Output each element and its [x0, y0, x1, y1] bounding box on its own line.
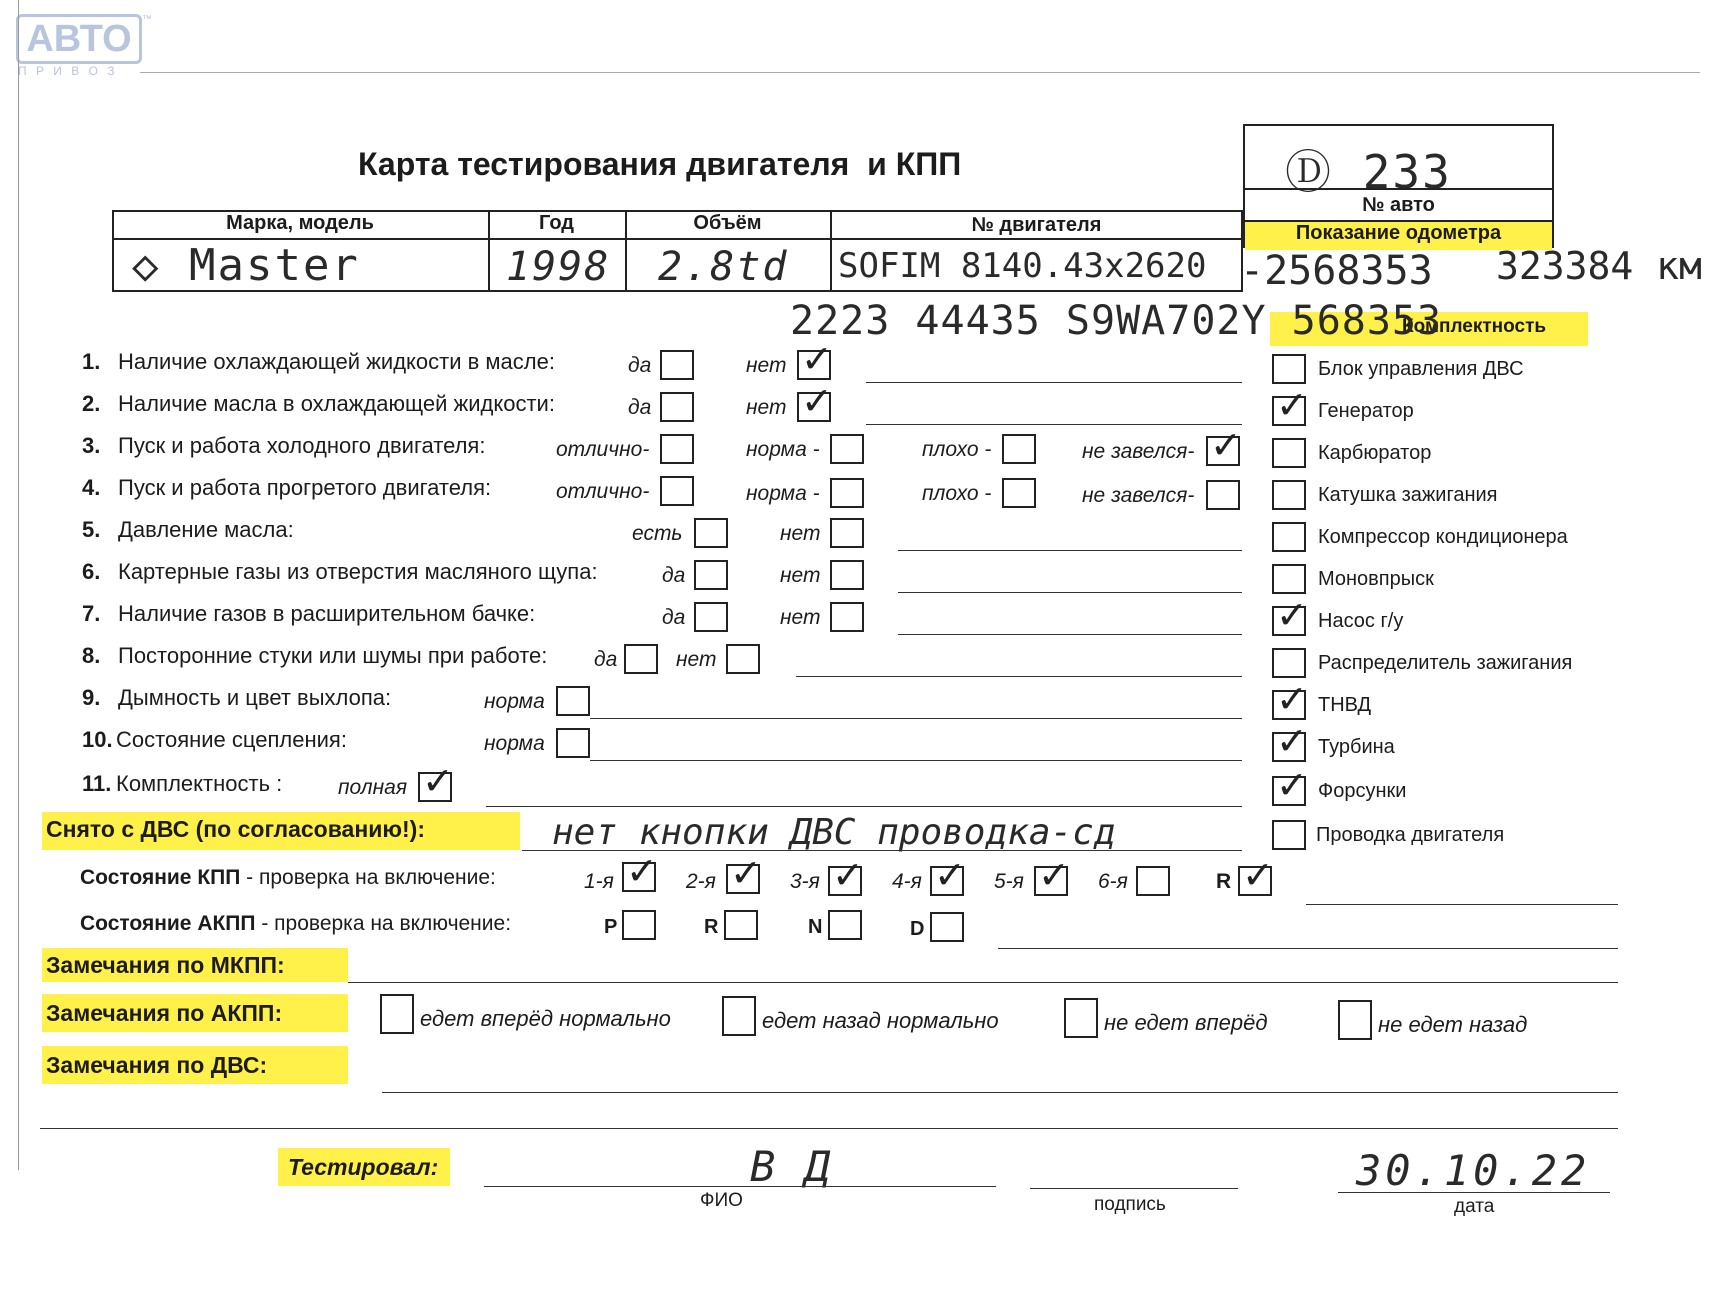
option-label: норма	[484, 732, 545, 755]
akpp-label-rest: - проверка на включение:	[255, 912, 512, 935]
question-number: 8.	[82, 643, 101, 668]
option-label: плохо -	[922, 438, 992, 461]
akpp-checkbox-r[interactable]	[724, 910, 758, 940]
akpp-checkbox-d[interactable]	[930, 912, 964, 942]
logo-tm: ™	[142, 14, 152, 25]
gear-checkbox-r[interactable]	[1238, 866, 1272, 896]
gear-label: R	[1216, 870, 1232, 893]
gear-checkbox-4[interactable]	[930, 866, 964, 896]
akpp-gear-label: P	[604, 916, 618, 938]
completeness-checkbox[interactable]	[1272, 480, 1306, 510]
completeness-checkbox[interactable]	[1272, 354, 1306, 384]
tested-label: Тестировал:	[288, 1154, 439, 1180]
completeness-label: Катушка зажигания	[1318, 484, 1498, 506]
completeness-checkbox[interactable]	[1272, 564, 1306, 594]
logo-sub: П Р И В О З	[18, 64, 118, 78]
gear-label: 4-я	[892, 870, 922, 893]
akpp-remark-label: едет вперёд нормально	[420, 1006, 671, 1031]
gear-label: 1-я	[584, 870, 614, 893]
question-number: 1.	[82, 349, 101, 374]
completeness-label: Турбина	[1318, 736, 1395, 758]
option-checkbox-no[interactable]	[797, 350, 831, 380]
question-number: 5.	[82, 517, 101, 542]
gear-checkbox-2[interactable]	[726, 864, 760, 894]
answer-line	[898, 634, 1242, 635]
tested-name: В Д	[750, 1142, 832, 1191]
option-label: нет	[780, 522, 821, 545]
option-checkbox-yes[interactable]	[660, 392, 694, 422]
akpp-remark-label: едет назад нормально	[762, 1008, 999, 1033]
car-number-box	[1243, 124, 1554, 248]
question-label: Пуск и работа прогретого двигателя:	[118, 475, 492, 500]
option-label: норма -	[746, 482, 820, 505]
completeness-checkbox[interactable]	[1272, 690, 1306, 720]
option-checkbox-yes[interactable]	[694, 560, 728, 590]
question-label: Дымность и цвет выхлопа:	[118, 685, 392, 710]
option-label: не завелся-	[1082, 440, 1195, 463]
option-label: норма -	[746, 438, 820, 461]
odometer-header: Показание одометра	[1295, 222, 1502, 244]
option-checkbox-yes[interactable]	[660, 350, 694, 380]
option-label: нет	[746, 396, 787, 419]
gear-label: 5-я	[994, 870, 1024, 893]
option-label: нет	[746, 354, 787, 377]
option-checkbox-yes[interactable]	[694, 602, 728, 632]
option-label: нет	[780, 606, 821, 629]
completeness-label: Проводка двигателя	[1316, 824, 1505, 846]
option-checkbox-no[interactable]	[726, 644, 760, 674]
option-checkbox-bad[interactable]	[1002, 478, 1036, 508]
completeness-label: ТНВД	[1318, 694, 1372, 716]
completeness-label: Блок управления ДВС	[1318, 358, 1524, 380]
answer-line	[898, 550, 1242, 551]
completeness-label: Насос г/у	[1318, 610, 1404, 632]
signature-label: подпись	[1094, 1194, 1166, 1215]
completeness-checkbox[interactable]	[1272, 732, 1306, 762]
question-number: 3.	[82, 433, 101, 458]
option-checkbox-no[interactable]	[797, 392, 831, 422]
gear-checkbox-6[interactable]	[1136, 866, 1170, 896]
removed-value: нет кнопки ДВС проводка-сд	[552, 812, 1116, 853]
option-label: да	[628, 354, 652, 377]
option-checkbox-no[interactable]	[830, 560, 864, 590]
akpp-forward-ok-checkbox[interactable]	[380, 994, 414, 1034]
gear-label: 3-я	[790, 870, 820, 893]
completeness-label: Распределитель зажигания	[1318, 652, 1573, 674]
question-label: Картерные газы из отверстия масляного щупа:	[118, 559, 598, 584]
question-label: Пуск и работа холодного двигателя:	[118, 433, 486, 458]
remarks-mkpp-label: Замечания по МКПП:	[46, 952, 285, 978]
question-label: Комплектность :	[116, 771, 283, 796]
akpp-label-row	[80, 912, 511, 936]
header-make: Марка, модель	[226, 212, 374, 234]
value-year: 1998	[506, 244, 611, 290]
header-volume: Объём	[693, 212, 762, 234]
akpp-no-forward-checkbox[interactable]	[1064, 998, 1098, 1038]
gear-label: 6-я	[1098, 870, 1128, 893]
page-left-edge	[18, 0, 19, 1170]
option-label: полная	[338, 776, 408, 799]
question-label: Наличие масла в охлаждающей жидкости:	[118, 391, 555, 416]
question-number: 4.	[82, 475, 101, 500]
option-checkbox-no[interactable]	[830, 518, 864, 548]
akpp-remark-label: не едет назад	[1378, 1012, 1528, 1037]
kpp-line	[1306, 904, 1618, 905]
header-year: Год	[539, 212, 574, 234]
remarks-dvs-label: Замечания по ДВС:	[46, 1052, 268, 1078]
question-label: Посторонние стуки или шумы при работе:	[118, 643, 548, 668]
option-label: есть	[632, 522, 683, 545]
option-checkbox-no[interactable]	[830, 602, 864, 632]
option-checkbox-normal[interactable]	[830, 478, 864, 508]
question-label: Давление масла:	[118, 517, 294, 542]
value-odometer-extra: 323384 км	[1496, 244, 1702, 288]
header-engine-no: № двигателя	[971, 214, 1102, 236]
fio-line	[484, 1186, 996, 1187]
kpp-label-row	[80, 866, 496, 890]
value-make: ◇ Master	[132, 240, 360, 291]
gear-checkbox-5[interactable]	[1034, 866, 1068, 896]
option-label: отлично-	[556, 480, 650, 503]
car-number-value: Ⓓ 233	[1285, 145, 1452, 199]
akpp-line	[998, 948, 1618, 949]
question-number: 2.	[82, 391, 101, 416]
question-number: 9.	[82, 685, 101, 710]
akpp-checkbox-n[interactable]	[828, 910, 862, 940]
completeness-checkbox[interactable]	[1272, 522, 1306, 552]
tested-date: 30.10.22	[1356, 1146, 1591, 1195]
akpp-gear-label: R	[704, 916, 719, 938]
date-label: дата	[1454, 1196, 1495, 1217]
option-checkbox-excellent[interactable]	[660, 476, 694, 506]
akpp-no-backward-checkbox[interactable]	[1338, 1000, 1372, 1040]
remarks-mkpp-line	[348, 982, 1618, 983]
completeness-label: Форсунки	[1318, 780, 1407, 802]
value-volume: 2.8td	[658, 244, 789, 290]
logo	[14, 14, 152, 80]
option-checkbox-excellent[interactable]	[660, 434, 694, 464]
car-number-label: № авто	[1362, 194, 1435, 216]
akpp-label: Состояние АКПП	[80, 912, 256, 935]
signature-line	[1030, 1188, 1238, 1189]
option-checkbox-no-start[interactable]	[1206, 480, 1240, 510]
completeness-checkbox[interactable]	[1272, 396, 1306, 426]
completeness-header: Комплектность	[1402, 316, 1547, 337]
option-checkbox-normal[interactable]	[830, 434, 864, 464]
gear-checkbox-1[interactable]	[622, 862, 656, 892]
option-label: нет	[676, 648, 717, 671]
value-odometer: -2568353	[1240, 248, 1433, 294]
completeness-checkbox[interactable]	[1272, 648, 1306, 678]
option-label: не завелся-	[1082, 484, 1195, 507]
option-label: норма	[484, 690, 545, 713]
option-checkbox-no-start[interactable]	[1206, 436, 1240, 466]
option-label: плохо -	[922, 482, 992, 505]
option-label: да	[594, 648, 618, 671]
value-engine-no: SOFIM 8140.43x2620	[838, 246, 1207, 286]
question-label: Состояние сцепления:	[116, 727, 347, 752]
option-label: да	[662, 564, 686, 587]
answer-line	[796, 676, 1242, 677]
option-checkbox-yes[interactable]	[694, 518, 728, 548]
question-number: 7.	[82, 601, 101, 626]
answer-line	[590, 760, 1242, 761]
kpp-label-rest: - проверка на включение:	[240, 866, 496, 889]
answer-line	[486, 806, 1242, 807]
option-checkbox-bad[interactable]	[1002, 434, 1036, 464]
option-label: нет	[780, 564, 821, 587]
completeness-checkbox[interactable]	[1272, 438, 1306, 468]
question-label: Наличие охлаждающей жидкости в масле:	[118, 349, 555, 374]
option-checkbox-normal[interactable]	[556, 728, 590, 758]
remarks-dvs-line	[382, 1092, 1618, 1093]
completeness-label: Компрессор кондиционера	[1318, 526, 1568, 548]
answer-line	[866, 382, 1242, 383]
answer-line	[590, 718, 1242, 719]
completeness-checkbox[interactable]	[1272, 820, 1306, 850]
question-number: 10.	[82, 727, 113, 752]
logo-text: АВТО	[16, 14, 142, 64]
akpp-backward-ok-checkbox[interactable]	[722, 996, 756, 1036]
akpp-checkbox-p[interactable]	[622, 910, 656, 940]
remarks-akpp-label: Замечания по АКПП:	[46, 1000, 283, 1026]
date-line	[1338, 1192, 1610, 1193]
removed-label: Снято с ДВС (по согласованию!):	[46, 816, 425, 842]
akpp-gear-label: N	[808, 916, 823, 938]
engine-extra-line: 2223 44435 S9WA702Y 568353	[790, 298, 1443, 344]
completeness-checkbox[interactable]	[1272, 606, 1306, 636]
option-label: отлично-	[556, 438, 650, 461]
completeness-label: Генератор	[1318, 400, 1414, 422]
remarks-dvs-line-2	[40, 1128, 1618, 1129]
car-number-divider	[1245, 188, 1552, 190]
question-number: 11.	[82, 771, 112, 796]
page-title: Карта тестирования двигателя и КПП	[358, 146, 962, 182]
gear-label: 2-я	[686, 870, 716, 893]
question-number: 6.	[82, 559, 101, 584]
completeness-label: Карбюратор	[1318, 442, 1432, 464]
completeness-label: Моновпрыск	[1318, 568, 1434, 590]
akpp-remark-label: не едет вперёд	[1104, 1010, 1268, 1035]
answer-line	[866, 424, 1242, 425]
fio-label: ФИО	[700, 1190, 743, 1211]
option-checkbox-full[interactable]	[418, 772, 452, 802]
answer-line	[898, 592, 1242, 593]
page-top-edge	[140, 72, 1700, 73]
option-checkbox-yes[interactable]	[624, 644, 658, 674]
option-label: да	[628, 396, 652, 419]
kpp-label: Состояние КПП	[80, 866, 241, 889]
question-label: Наличие газов в расширительном бачке:	[118, 601, 536, 626]
option-checkbox-normal[interactable]	[556, 686, 590, 716]
completeness-checkbox[interactable]	[1272, 776, 1306, 806]
akpp-gear-label: D	[910, 918, 925, 940]
option-label: да	[662, 606, 686, 629]
gear-checkbox-3[interactable]	[828, 866, 862, 896]
